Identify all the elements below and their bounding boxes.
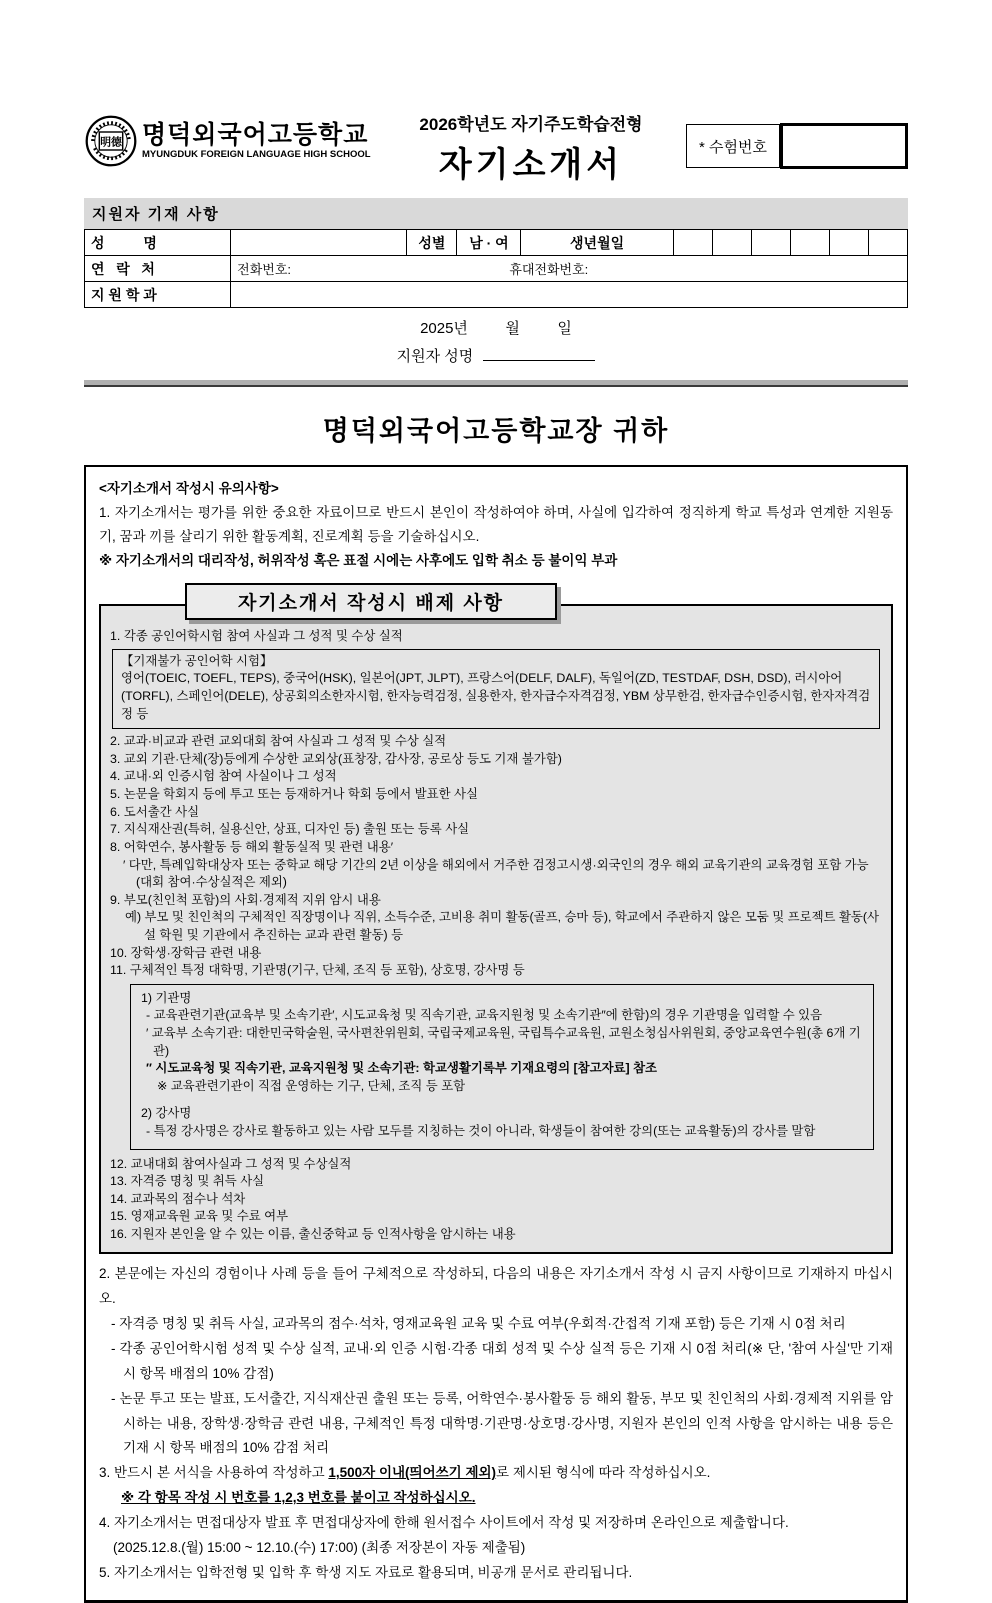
signature-input[interactable] — [483, 347, 595, 361]
school-name-block — [142, 122, 371, 159]
note-2: 2. 본문에는 자신의 경험이나 사례 등을 들어 구체적으로 작성하되, 다음의 내용은 자기소개서 작성 시 금지 사항이므로 기재하지 마십시오. — [99, 1265, 893, 1306]
note-3-limit: 1,500자 이내(띄어쓰기 제외) — [328, 1465, 497, 1481]
date-line[interactable]: 2025년 월 일 — [420, 320, 572, 337]
birth-cell[interactable] — [751, 230, 790, 256]
exclusion-item: 14. 교과목의 점수나 석차 — [110, 1191, 246, 1206]
exclusion-header: 자기소개서 작성시 배제 사항 — [185, 583, 557, 620]
exclusion-item: 6. 도서출간 사실 — [110, 804, 200, 819]
school-name-korean: 명덕외국어고등학교 — [142, 121, 369, 150]
exclusion-item: 9. 부모(친인척 포함)의 사회·경제적 지위 암시 내용 — [110, 892, 381, 907]
exclusion-item: 12. 교내대회 참여사실과 그 성적 및 수상실적 — [110, 1156, 352, 1171]
note-3-pre: 3. 반드시 본 서식을 사용하여 작성하고 — [99, 1465, 329, 1481]
org-box-line-bold: ″ 시도교육청 및 직속기관, 교육지원청 및 소속기관: 학교생활기록부 기재요령의 [참고자료] 참조 — [146, 1061, 658, 1076]
org-box-line: ※ 교육관련기관이 직접 운영하는 기구, 단체, 조직 등 포함 — [157, 1078, 466, 1093]
org-box-title-1: 1) 기관명 — [141, 990, 192, 1005]
notice-title: <자기소개서 작성시 유의사항> — [99, 481, 279, 496]
table-row — [85, 230, 908, 256]
major-input[interactable] — [231, 282, 908, 308]
school-logo — [84, 114, 376, 168]
name-input[interactable] — [231, 230, 407, 256]
exclusion-box — [99, 604, 893, 1254]
major-label: 지 원 학 과 — [85, 282, 231, 308]
name-label: 성 명 — [85, 230, 231, 256]
signer-label: 지원자 성명 — [396, 348, 474, 365]
exam-number-label: * 수험번호 — [686, 124, 780, 168]
note-dash: - 각종 공인어학시험 성적 및 수상 실적, 교내·외 인증 시험·각종 대회 성적 및 수상 실적 등은 기재 시 0점 처리(※ 단, '참여 사실'만 기재 시 항목 배점의 10% 감점) — [111, 1340, 893, 1381]
svg-text:明德: 明德 — [100, 136, 122, 149]
exclusion-item-example: 예) 부모 및 친인척의 구체적인 직장명이나 직위, 소득수준, 고비용 취미 활동(골프, 승마 등), 학교에서 주관하지 않은 모둠 및 프로젝트 활동(사설 학원 및 기관에서 추진하는 교과 관련 활동) 등 — [125, 910, 879, 942]
org-box-title-2: 2) 강사명 — [141, 1106, 192, 1121]
exclusion-item-note: ′ 다만, 특례입학대상자 또는 중학교 해당 기간의 2년 이상을 해외에서 거주한 검정고시생·외국인의 경우 해외 교육기관의 교육경험 포함 가능(대회 참여·수상실적은 제외) — [123, 857, 869, 890]
org-box-line: ′ 교육부 소속기관: 대한민국학술원, 국사편찬위원회, 국립국제교육원, 국립특수교육원, 교원소청심사위원회, 중앙교육연수원(총 6개 기관) — [146, 1025, 861, 1058]
note-4-sub: (2025.12.8.(월) 15:00 ~ 12.10.(수) 17:00) (최종 저장본이 자동 제출됨) — [113, 1540, 526, 1556]
exclusion-item: 5. 논문을 학회지 등에 투고 또는 등재하거나 학회 등에서 발표한 사실 — [110, 787, 478, 802]
birth-cell[interactable] — [673, 230, 712, 256]
exclusion-item: 13. 자격증 명칭 및 취득 사실 — [110, 1174, 265, 1189]
note-3-post: 로 제시된 형식에 따라 작성하십시오. — [496, 1465, 711, 1481]
organization-name-box — [130, 984, 874, 1150]
note-3-sub: ※ 각 항목 작성 시 번호를 1,2,3 번호를 붙이고 작성하십시오. — [121, 1490, 476, 1506]
document-header — [84, 108, 908, 186]
exam-number-box — [686, 124, 908, 169]
applicant-section-banner: 지원자 기재 사항 — [84, 198, 908, 229]
banned-tests-body: 영어(TOEIC, TOEFL, TEPS), 중국어(HSK), 일본어(JPT, JLPT), 프랑스어(DELF, DALF), 독일어(ZD, TESTDAF, DSH, DSD), 러시아어(TORFL), 스페인어(DELE), 상공회의소한자시험, 한자능력검정, 실용한자, 한자급수자격검정, YBM 상무한검, 한자급수인증시험, 한자자격검정 등 — [121, 671, 871, 721]
exclusion-item: 16. 지원자 본인을 알 수 있는 이름, 출신중학교 등 인적사항을 암시하는 내용 — [110, 1227, 516, 1242]
org-box-line: - 교육관련기관(교육부 및 소속기관′, 시도교육청 및 직속기관, 교육지원청 및 소속기관″에 한함)의 경우 기관명을 입력할 수 있음 — [146, 1008, 823, 1023]
title-block — [376, 110, 686, 186]
table-row — [85, 282, 908, 308]
exam-number-input[interactable] — [780, 123, 908, 169]
contact-label: 연 락 처 — [85, 256, 231, 282]
banned-tests-title: 【기재불가 공인어학 시험】 — [121, 653, 273, 668]
table-row — [85, 256, 908, 282]
gender-label: 성별 — [407, 230, 457, 256]
exclusion-item: 8. 어학연수, 봉사활동 등 해외 활동실적 및 관련 내용′ — [110, 839, 394, 854]
exclusion-item: 4. 교내·외 인증시험 참여 사실이나 그 성적 — [110, 769, 337, 784]
notes-section — [99, 1262, 893, 1587]
admission-program-title: 2026학년도 자기주도학습전형 — [419, 115, 643, 134]
contact-input-cell[interactable] — [231, 256, 908, 282]
applicant-form-table — [84, 229, 908, 308]
exclusion-item: 7. 지식재산권(특허, 실용신안, 상표, 디자인 등) 출원 또는 등록 사실 — [110, 822, 470, 837]
section-divider — [84, 380, 908, 387]
document-title: 자기소개서 — [438, 146, 624, 184]
birth-cell[interactable] — [829, 230, 868, 256]
addressee-title: 명덕외국어고등학교장 귀하 — [322, 416, 670, 446]
exclusion-item: 3. 교외 기관·단체(장)등에게 수상한 교외상(표창장, 감사장, 공로상 등도 기재 불가함) — [110, 751, 562, 766]
mobile-label: 휴대전화번호: — [509, 262, 589, 277]
birthdate-label: 생년월일 — [521, 230, 673, 256]
note-5: 5. 자기소개서는 입학전형 및 입학 후 학생 지도 자료로 활용되며, 비공개 문서로 관리됩니다. — [99, 1565, 633, 1581]
notice-item-1: 1. 자기소개서는 평가를 위한 중요한 자료이므로 반드시 본인이 작성하여야 하며, 사실에 입각하여 정직하게 학교 특성과 연계한 지원동기, 꿈과 끼를 살리기 위한 활동계획, 진로계획 등을 기술하십시오. — [99, 505, 893, 544]
page — [84, 0, 908, 1603]
exclusion-item: 11. 구체적인 특정 대학명, 기관명(기구, 단체, 조직 등 포함), 상호명, 강사명 등 — [110, 963, 525, 978]
exclusion-item: 2. 교과·비교과 관련 교외대회 참여 사실과 그 성적 및 수상 실적 — [110, 734, 447, 749]
banned-language-tests-box — [112, 649, 880, 729]
note-dash: - 자격증 명칭 및 취득 사실, 교과목의 점수·석차, 영재교육원 교육 및 수료 여부(우회적·간접적 기재 포함) 등은 기재 시 0점 처리 — [111, 1315, 846, 1331]
exclusion-item: 10. 장학생·장학금 관련 내용 — [110, 945, 262, 960]
birth-cell[interactable] — [868, 230, 907, 256]
school-seal-icon — [84, 114, 138, 168]
birth-cell[interactable] — [712, 230, 751, 256]
school-name-english: MYUNGDUK FOREIGN LANGUAGE HIGH SCHOOL — [142, 148, 371, 160]
gender-value[interactable]: 남 · 여 — [457, 230, 521, 256]
exclusion-item-1: 1. 각종 공인어학시험 참여 사실과 그 성적 및 수상 실적 — [110, 629, 403, 644]
phone-label: 전화번호: — [237, 262, 292, 277]
signature-line — [84, 345, 908, 366]
birth-cell[interactable] — [790, 230, 829, 256]
exclusion-item: 15. 영재교육원 교육 및 수료 여부 — [110, 1209, 289, 1224]
org-box-line: - 특정 강사명은 강사로 활동하고 있는 사람 모두를 지칭하는 것이 아니라, 학생들이 참여한 강의(또는 교육활동)의 강사를 말함 — [146, 1124, 816, 1139]
note-4: 4. 자기소개서는 면접대상자 발표 후 면접대상자에 한해 원서접수 사이트에서 작성 및 저장하며 온라인으로 제출합니다. — [99, 1515, 789, 1531]
note-dash: - 논문 투고 또는 발표, 도서출간, 지식재산권 출원 또는 등록, 어학연수·봉사활동 등 해외 활동, 부모 및 친인척의 사회·경제적 지위를 암시하는 내용, 장학생·장학금 관련 내용, 구체적인 특정 대학명·기관명·상호명·강사명, 지원자 본인의 인적 사항을 암시하는 내용 등은 기재 시 항목 배점의 10% 감점 처리 — [111, 1390, 893, 1456]
note-3 — [99, 1461, 893, 1486]
notice-warning: ※ 자기소개서의 대리작성, 허위작성 혹은 표절 시에는 사후에도 입학 취소 등 불이익 부과 — [99, 553, 618, 569]
notice-box — [84, 465, 908, 1603]
